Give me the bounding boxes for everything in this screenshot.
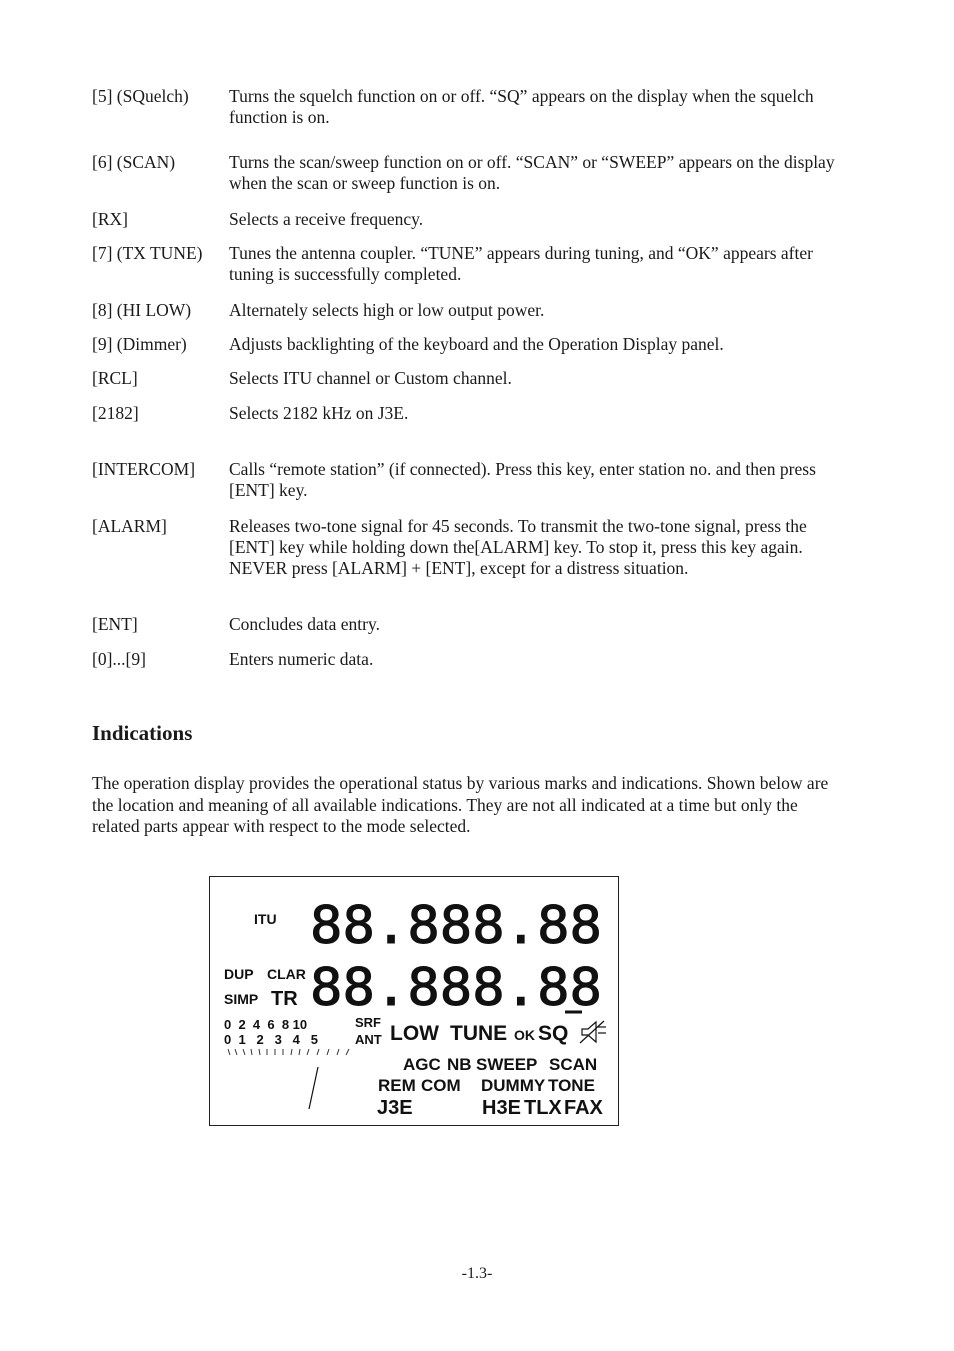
- key-name: [0]...[9]: [92, 649, 146, 669]
- page-number: -1.3-: [461, 1265, 493, 1282]
- sq-indicator: SQ: [538, 1022, 569, 1045]
- operation-display-diagram: [209, 876, 619, 1126]
- top-frequency-digits: 88.888.88: [310, 896, 602, 956]
- srf-indicator: SRF: [355, 1015, 381, 1030]
- tune-indicator: TUNE: [450, 1022, 508, 1045]
- key-name: [8] (HI LOW): [92, 300, 192, 320]
- key-name: [2182]: [92, 403, 139, 423]
- simp-indicator: SIMP: [224, 991, 259, 1007]
- meter-tick-marks: [228, 1049, 349, 1055]
- fax-indicator: FAX: [564, 1097, 603, 1119]
- tone-indicator: TONE: [548, 1076, 595, 1095]
- ant-indicator: ANT: [355, 1032, 382, 1047]
- meter-scale-top: 0 2 4 6 8 10: [224, 1017, 308, 1032]
- low-indicator: LOW: [390, 1022, 439, 1045]
- section-heading: Indications: [92, 721, 193, 745]
- key-name: [INTERCOM]: [92, 459, 196, 479]
- key-name: [5] (SQuelch): [92, 86, 189, 106]
- key-description: Tunes the antenna coupler. “TUNE” appears during tuning, and “OK” appears after tuning is successfully completed.: [229, 243, 813, 284]
- tlx-indicator: TLX: [524, 1097, 562, 1119]
- dup-indicator: DUP: [224, 966, 254, 982]
- dummy-indicator: DUMMY: [481, 1076, 546, 1095]
- key-description: Adjusts backlighting of the keyboard and the Operation Display panel.: [229, 334, 724, 354]
- rem-indicator: REM: [378, 1076, 416, 1095]
- key-name: [ENT]: [92, 614, 138, 634]
- lcd-segment-diagram: [210, 877, 618, 1125]
- key-description: Concludes data entry.: [229, 614, 380, 634]
- pointer-line: [309, 1067, 318, 1109]
- scan-indicator: SCAN: [549, 1055, 598, 1074]
- bottom-frequency-digits: 88.888.88: [310, 958, 602, 1018]
- tr-indicator: TR: [271, 988, 298, 1010]
- key-name: [RCL]: [92, 368, 138, 388]
- key-name: [7] (TX TUNE): [92, 243, 203, 263]
- itu-indicator: ITU: [254, 911, 277, 927]
- key-description: Selects a receive frequency.: [229, 209, 424, 229]
- key-description: Alternately selects high or low output power.: [229, 300, 545, 320]
- nb-indicator: NB: [447, 1055, 472, 1074]
- key-description: Calls “remote station” (if connected). Press this key, enter station no. and then press [ENT] key.: [229, 459, 816, 500]
- h3e-indicator: H3E: [482, 1097, 521, 1119]
- key-name: [9] (Dimmer): [92, 334, 187, 354]
- key-description: Selects 2182 kHz on J3E.: [229, 403, 409, 423]
- intro-paragraph: The operation display provides the operational status by various marks and indications. Shown below are the location and meaning of all available indications. They are not all indicated at a time but only the related parts appear with respect to the mode selected.: [92, 773, 829, 836]
- j3e-indicator: J3E: [377, 1097, 413, 1119]
- key-description: Turns the scan/sweep function on or off. “SCAN” or “SWEEP” appears on the display when the scan or sweep function is on.: [229, 152, 835, 193]
- clar-indicator: CLAR: [267, 966, 306, 982]
- key-description: Selects ITU channel or Custom channel.: [229, 368, 512, 388]
- com-indicator: COM: [421, 1076, 461, 1095]
- speaker-mute-icon: [580, 1021, 606, 1043]
- key-name: [RX]: [92, 209, 128, 229]
- ok-indicator: OK: [514, 1027, 535, 1043]
- key-description: Releases two-tone signal for 45 seconds. To transmit the two-tone signal, press the [ENT] key while holding down the[ALARM] key. To stop it, press this key again. NEVER press [ALARM] + [ENT], except for a distress situation.: [229, 516, 807, 578]
- key-description: Turns the squelch function on or off. “SQ” appears on the display when the squelch function is on.: [229, 86, 814, 127]
- sweep-indicator: SWEEP: [476, 1055, 538, 1074]
- key-description: Enters numeric data.: [229, 649, 374, 669]
- agc-indicator: AGC: [403, 1055, 441, 1074]
- meter-scale-bottom: 0 1 2 3 4 5: [224, 1032, 318, 1047]
- key-name: [ALARM]: [92, 516, 167, 536]
- key-name: [6] (SCAN): [92, 152, 176, 172]
